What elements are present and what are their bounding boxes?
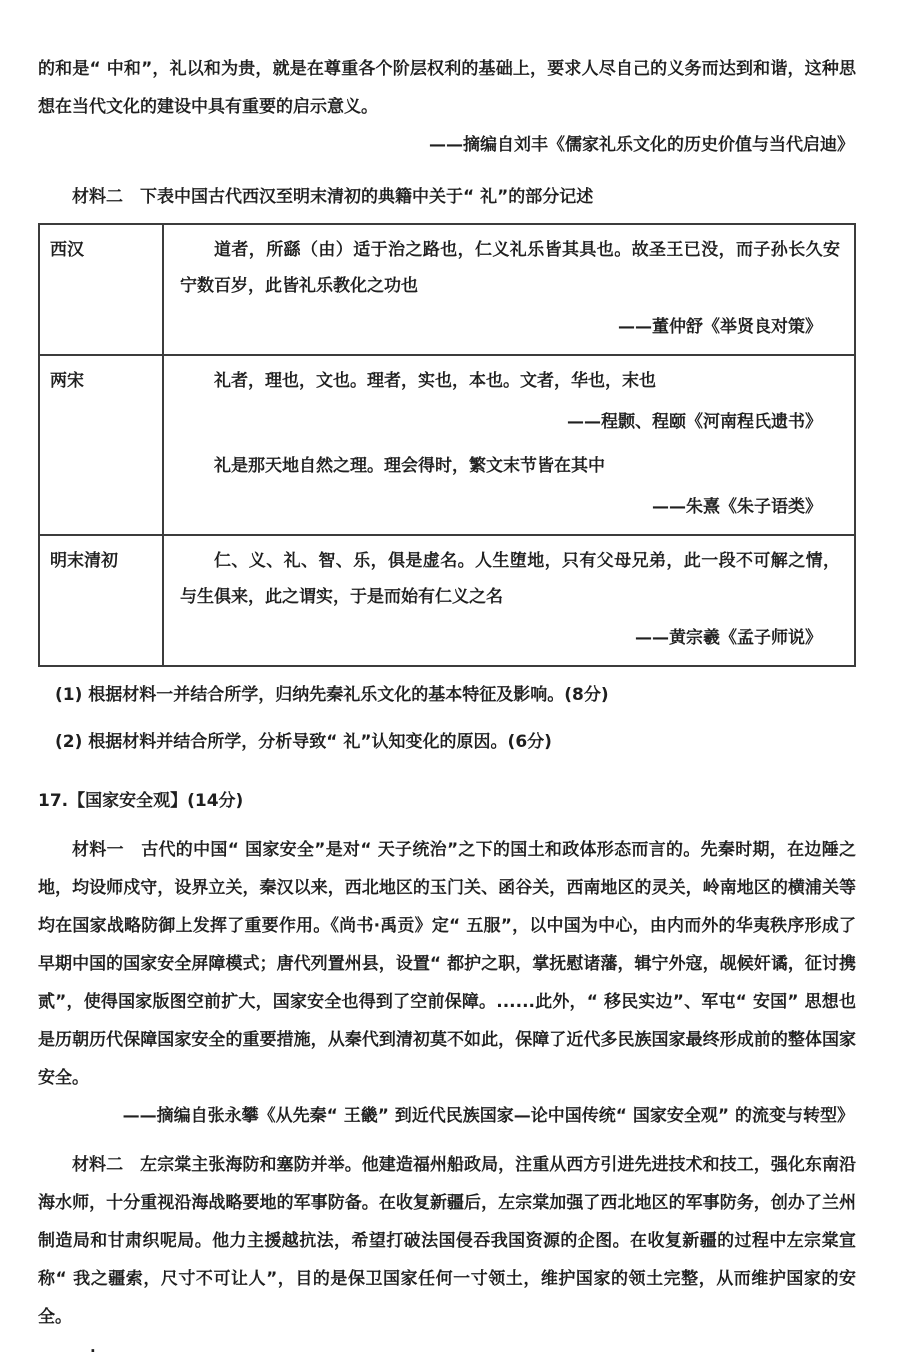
- table-row-liangsong: [39, 355, 855, 535]
- table-row-mingmo-qingchu: [39, 535, 855, 666]
- q17-material-one-paragraph: 材料一 古代的中国“ 国家安全”是对“ 天子统治”之下的国土和政体形态而言的。先秦时期，在边陲之地，均设师戍守，设界立关，秦汉以来，西北地区的玉门关、函谷关，西南地区的灵关，岭南地区的横浦关等均在国家战略防御上发挥了重要作用。《尚书·禹贡》定“ 五服”，以中国为中心，由内而外的华夷秩序形成了早期中国的国家安全屏障模式；唐代列置州县，设置“ 都护之职，掌抚慰诸藩，辑宁外寇，觇候奸谲，征讨携贰”，使得国家版图空前扩大，国家安全也得到了空前保障。......此外，“ 移民实边”、军屯“ 安国” 思想也是历朝历代保障国家安全的重要措施，从秦代到清初莫不如此，保障了近代多民族国家最终形成前的整体国家安全。: [38, 840, 856, 1088]
- record-cell: [163, 355, 855, 535]
- record-text: 仁、义、礼、智、乐，俱是虚名。人生堕地，只有父母兄弟，此一段不可解之情，与生俱来，此之谓实，于是而始有仁义之名: [180, 551, 840, 607]
- record-text: 道者，所繇（由）适于治之路也，仁义礼乐皆其具也。故圣王已没，而子孙长久安宁数百岁，此皆礼乐教化之功也: [180, 240, 840, 296]
- period-cell: 明末清初: [39, 535, 163, 666]
- record-source: ——朱熹《朱子语类》: [652, 497, 822, 517]
- question-1: (1) 根据材料一并结合所学，归纳先秦礼乐文化的基本特征及影响。(8分): [55, 685, 609, 705]
- record-source: ——程颢、程颐《河南程氏遗书》: [567, 412, 822, 432]
- record-text: 礼者，理也，文也。理者，实也，本也。文者，华也，末也: [214, 371, 656, 391]
- record-text: 礼是那天地自然之理。理会得时，繁文末节皆在其中: [214, 456, 605, 476]
- records-table: [38, 223, 856, 667]
- record-source: ——董仲舒《举贤良对策》: [618, 317, 822, 337]
- question-17-heading: 17.【国家安全观】(14分): [38, 791, 244, 811]
- record-cell: [163, 535, 855, 666]
- intro-attribution: ——摘编自刘丰《儒家礼乐文化的历史价值与当代启迪》: [429, 135, 854, 155]
- q17-material-two-paragraph: 材料二 左宗棠主张海防和塞防并举。他建造福州船政局，注重从西方引进先进技术和技工，强化东南沿海水师，十分重视沿海战略要地的军事防备。在收复新疆后，左宗棠加强了西北地区的军事防务，创办了兰州制造局和甘肃织呢局。他力主援越抗法，希望打破法国侵吞我国资源的企图。在收复新疆的过程中左宗棠宣称“ 我之疆索，尺寸不可让人”，目的是保卫国家任何一寸领土，维护国家的领土完整，从而维护国家的安全。: [38, 1155, 856, 1327]
- table-row-xihan: [39, 224, 855, 355]
- record-cell: [163, 224, 855, 355]
- question-2: (2) 根据材料并结合所学，分析导致“ 礼”认知变化的原因。(6分): [55, 732, 552, 752]
- record-source: ——黄宗羲《孟子师说》: [635, 628, 822, 648]
- material-two-lead: 材料二 下表中国古代西汉至明末清初的典籍中关于“ 礼”的部分记述: [72, 187, 594, 207]
- period-cell: 两宋: [39, 355, 163, 535]
- q17-material-one-attribution: ——摘编自张永攀《从先秦“ 王畿” 到近代民族国家—论中国传统“ 国家安全观” 的流变与转型》: [122, 1106, 854, 1126]
- stray-period-mark: .: [90, 1338, 96, 1356]
- period-cell: 西汉: [39, 224, 163, 355]
- intro-paragraph: 的和是“ 中和”，礼以和为贵，就是在尊重各个阶层权利的基础上，要求人尽自己的义务而达到和谐，这种思想在当代文化的建设中具有重要的启示意义。: [38, 59, 856, 117]
